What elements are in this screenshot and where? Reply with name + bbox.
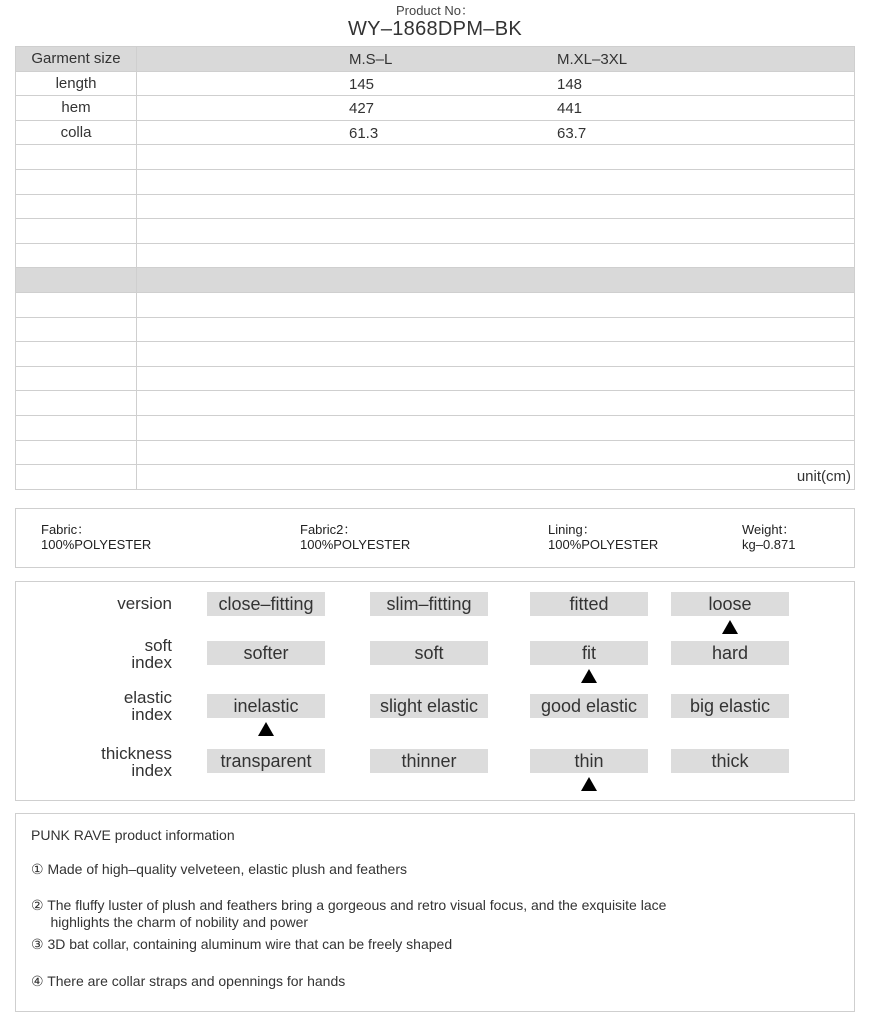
lining-info	[548, 522, 658, 552]
fabric-info	[41, 522, 151, 552]
empty-row	[16, 440, 855, 465]
index-label: thickness	[101, 744, 172, 763]
index-box	[15, 581, 855, 801]
measure-label: length	[16, 71, 137, 96]
garment-size-header: Garment size	[16, 47, 137, 72]
index-option: close‒fitting	[207, 592, 325, 616]
index-option: good elastic	[530, 694, 648, 718]
empty-row	[16, 169, 855, 194]
size-col-1: M.S‒L	[349, 51, 393, 68]
measure-values	[137, 120, 855, 145]
empty-row	[16, 415, 855, 440]
unit-label: unit(cm)	[796, 468, 851, 486]
index-label: index	[131, 761, 172, 780]
lining-label: Lining：	[548, 522, 596, 537]
measure-value: 63.7	[557, 124, 587, 142]
index-label: soft	[144, 636, 172, 655]
size-table	[15, 46, 855, 490]
measure-values	[137, 71, 855, 96]
info-title: PUNK RAVE product information	[31, 827, 235, 843]
empty-row	[16, 292, 855, 317]
index-option: slim‒fitting	[370, 592, 488, 616]
measure-value: 145	[349, 75, 375, 93]
weight-info	[742, 522, 796, 552]
empty-row	[16, 194, 855, 219]
index-label: index	[131, 653, 172, 672]
index-label: elastic	[123, 688, 172, 707]
index-option: loose	[671, 592, 789, 616]
empty-row	[16, 243, 855, 268]
weight-label: Weight：	[742, 522, 796, 537]
measure-values	[137, 96, 855, 121]
empty-row	[16, 366, 855, 391]
index-option: fit	[530, 641, 648, 665]
size-columns-header	[137, 47, 855, 72]
index-label: version	[117, 594, 172, 613]
index-option: thinner	[370, 749, 488, 773]
measure-value: 61.3	[349, 124, 379, 142]
measure-label: hem	[16, 96, 137, 121]
info-item-2-cont: highlights the charm of nobility and power	[31, 914, 309, 930]
measure-value: 441	[557, 100, 583, 118]
lining-value: 100%POLYESTER	[548, 537, 659, 552]
info-item-4: ④ There are collar straps and opennings for hands	[31, 973, 346, 989]
index-option: thin	[530, 749, 648, 773]
selected-marker-icon	[581, 669, 597, 683]
measure-label: colla	[16, 120, 137, 145]
measure-value: 148	[557, 75, 583, 93]
empty-gray-row	[16, 268, 855, 293]
table-row	[16, 120, 855, 145]
measure-value: 427	[349, 100, 375, 118]
fabric2-value: 100%POLYESTER	[300, 537, 411, 552]
info-item-1: ① Made of high‒quality velveteen, elastic plush and feathers	[31, 861, 408, 877]
info-item-3: ③ 3D bat collar, containing aluminum wire that can be freely shaped	[31, 936, 453, 952]
selected-marker-icon	[258, 722, 274, 736]
index-option: big elastic	[671, 694, 789, 718]
empty-row	[16, 317, 855, 342]
weight-value: kg‒0.871	[742, 537, 796, 552]
product-info-box	[15, 813, 855, 1012]
index-option: slight elastic	[370, 694, 488, 718]
product-no-label: Product No：	[395, 3, 475, 18]
empty-row	[16, 342, 855, 367]
index-label: index	[131, 705, 172, 724]
index-option: transparent	[207, 749, 325, 773]
unit-row	[16, 465, 855, 490]
size-col-2: M.XL‒3XL	[557, 51, 628, 68]
fabric-value: 100%POLYESTER	[41, 537, 152, 552]
empty-row	[16, 145, 855, 170]
index-option: thick	[671, 749, 789, 773]
empty-row	[16, 391, 855, 416]
fabric2-info	[300, 522, 410, 552]
product-header	[0, 4, 870, 40]
table-row	[16, 71, 855, 96]
fabric2-label: Fabric2：	[300, 522, 357, 537]
selected-marker-icon	[722, 620, 738, 634]
index-option: soft	[370, 641, 488, 665]
fabric-box	[15, 508, 855, 568]
size-table-header	[16, 47, 855, 72]
empty-row	[16, 219, 855, 244]
table-row	[16, 96, 855, 121]
selected-marker-icon	[581, 777, 597, 791]
index-option: hard	[671, 641, 789, 665]
info-item-2: ② The fluffy luster of plush and feathers bring a gorgeous and retro visual focus, and the exquisite lace	[31, 897, 667, 913]
index-option: inelastic	[207, 694, 325, 718]
fabric-label: Fabric：	[41, 522, 91, 537]
product-code: WY‒1868DPM‒BK	[348, 18, 522, 40]
index-option: fitted	[530, 592, 648, 616]
index-option: softer	[207, 641, 325, 665]
